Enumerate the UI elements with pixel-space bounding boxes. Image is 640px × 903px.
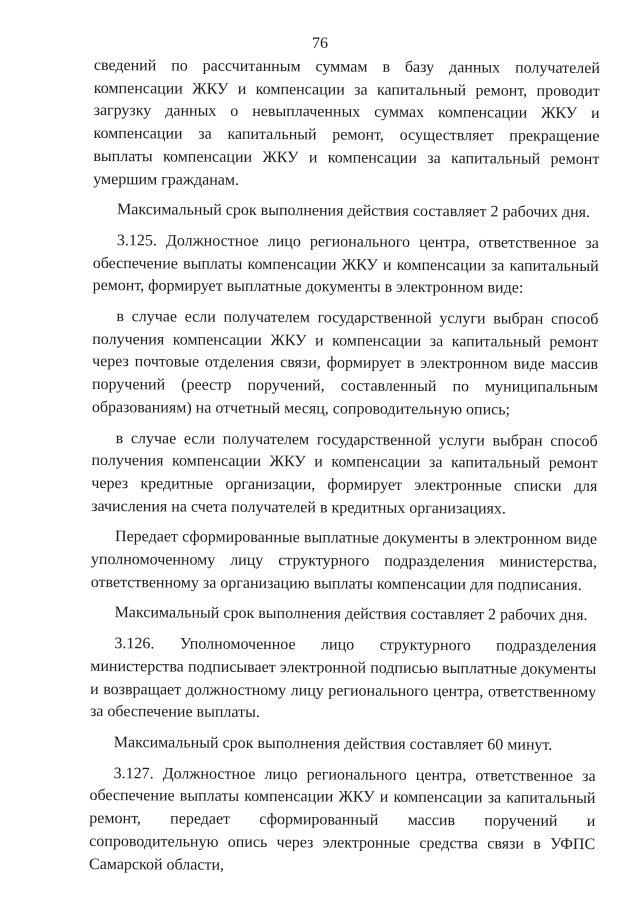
page-number: 76: [312, 35, 328, 52]
paragraph-3-125: 3.125. Должностное лицо регионального центра, ответственное за обеспечение выплаты компенсации ЖКУ и компенсации за капитальный ремонт, формирует выплатные документы в электронном виде:: [92, 232, 599, 297]
paragraph-deadline: Максимальный срок выполнения действия составляет 2 рабочих дня.: [114, 604, 588, 625]
paragraph-deadline: Максимальный срок выполнения действия составляет 60 минут.: [113, 734, 553, 754]
paragraph-3-127: 3.127. Должностное лицо регионального центра, ответственное за обеспечение выплаты компенсации ЖКУ и компенсации за капитальный ремонт, передает сформированный массив поручений и сопроводительную опись через электронные средства связи в УФПС Самарской области,: [89, 764, 596, 874]
paragraph-transfer-documents: Передает сформированные выплатные документы в электронном виде уполномоченному лицу структурного подразделения министерства, ответственному за организацию выплаты компенсации для подписания.: [90, 528, 598, 594]
paragraph-deadline: Максимальный срок выполнения действия составляет 2 рабочих дня.: [117, 201, 591, 222]
paragraph-credit-org-option: в случае если получателем государственной услуги выбран способ получения компенсации ЖКУ и компенсации за капитальный ремонт через кредитные организации, формирует электронные списки для зачисления на счета получателей в кредитных организациях.: [91, 429, 598, 518]
paragraph-3-126: 3.126. Уполномоченное лицо структурного подразделения министерства подписывает электронной подписью выплатные документы и возвращает должностному лицу регионального центра, ответственному за обеспечение выплаты.: [89, 635, 597, 722]
paragraph-continuation: сведений по рассчитанным суммам в базу данных получателей компенсации ЖКУ и компенсации за капитальный ремонт, проводит загрузку данных о невыплаченных суммах компенсации ЖКУ и компенсации за капитальный ремонт, осуществляет прекращение выплаты компенсации ЖКУ и компенсации за капитальный ремонт умершим гражданам.: [93, 56, 600, 189]
document-body: [89, 55, 600, 887]
paragraph-post-office-option: в случае если получателем государственной услуги выбран способ получения компенсации ЖКУ и компенсации за капитальный ремонт через почтовые отделения связи, формирует в электронном виде массив поручений (реестр поручений, составленный по муниципальным образованиям) на отчетный месяц, сопроводительную опись;: [91, 308, 599, 419]
